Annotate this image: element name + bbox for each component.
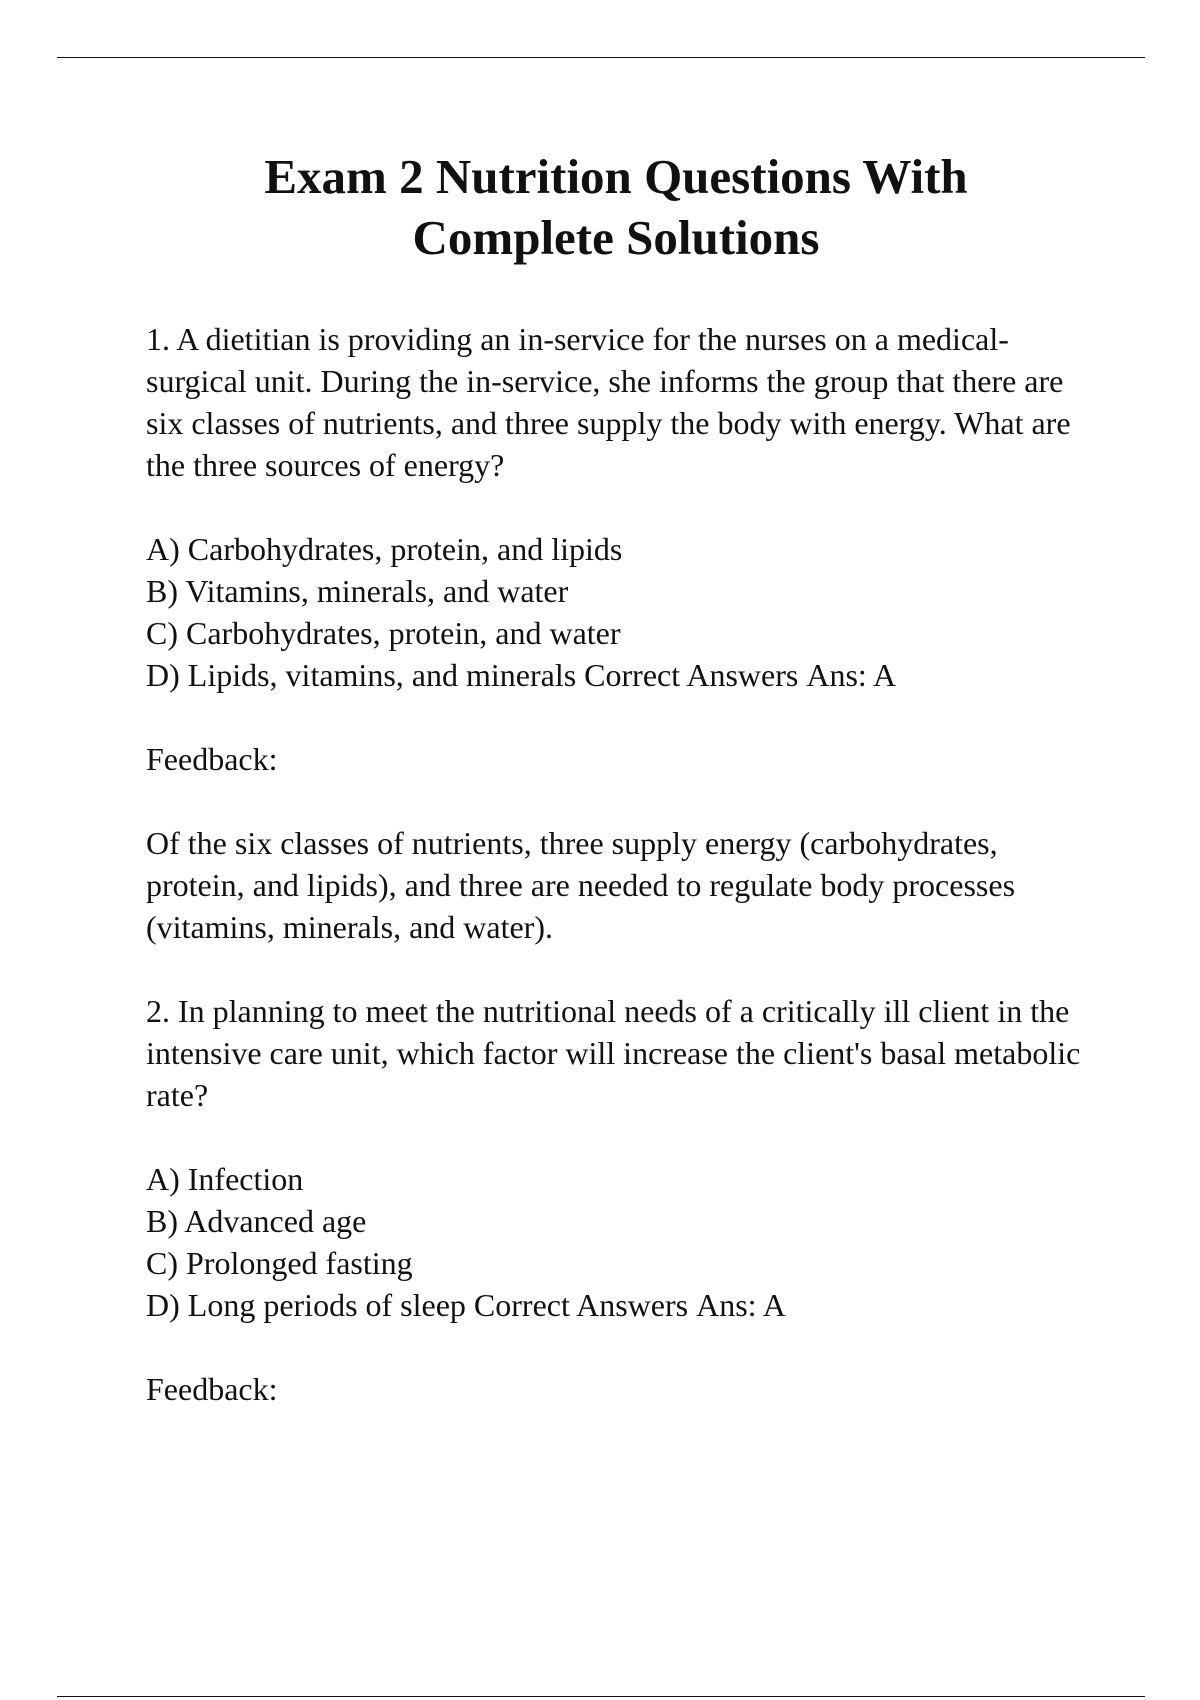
question-2-feedback-label: Feedback:: [146, 1371, 278, 1407]
top-divider: [57, 57, 1145, 58]
question-2-correct-label: Correct Answers: [473, 1287, 689, 1323]
question-2-option-c: C) Prolonged fasting: [146, 1245, 413, 1281]
document-body: [146, 146, 1086, 1452]
question-2-option-d: D) Long periods of sleep: [146, 1287, 466, 1323]
question-1-answer: Ans: A: [806, 657, 897, 693]
question-2-options: [146, 1158, 1086, 1326]
question-2-answer: Ans: A: [696, 1287, 786, 1323]
question-1-stem: 1. A dietitian is providing an in-service for the nurses on a medical-surgical unit. During the in-service, she informs the group that there are six classes of nutrients, and three supply the body with energy. What are the three sources of energy?: [146, 321, 1071, 483]
question-2-option-d-row: [146, 1284, 1086, 1326]
question-2-option-a: A) Infection: [146, 1161, 304, 1197]
question-1-option-c: C) Carbohydrates, protein, and water: [146, 615, 621, 651]
question-1-options: [146, 528, 1086, 696]
question-1-option-d-row: [146, 654, 1086, 696]
page-title: [146, 146, 1086, 268]
page-title-line-2: Complete Solutions: [412, 210, 820, 265]
question-1-feedback-label: Feedback:: [146, 741, 278, 777]
question-1-option-b: B) Vitamins, minerals, and water: [146, 573, 569, 609]
question-2-option-b: B) Advanced age: [146, 1203, 367, 1239]
question-1-option-d: D) Lipids, vitamins, and minerals: [146, 657, 577, 693]
question-2-stem: 2. In planning to meet the nutritional needs of a critically ill client in the intensive care unit, which factor will increase the client's basal metabolic rate?: [146, 993, 1081, 1113]
question-1-feedback-text: Of the six classes of nutrients, three supply energy (carbohydrates, protein, and lipids), and three are needed to regulate body processes (vitamins, minerals, and water).: [146, 825, 1016, 945]
page-title-line-1: Exam 2 Nutrition Questions With: [264, 149, 968, 204]
bottom-divider: [57, 1696, 1145, 1697]
question-1-correct-label: Correct Answers: [584, 657, 799, 693]
question-1-option-a: A) Carbohydrates, protein, and lipids: [146, 531, 623, 567]
